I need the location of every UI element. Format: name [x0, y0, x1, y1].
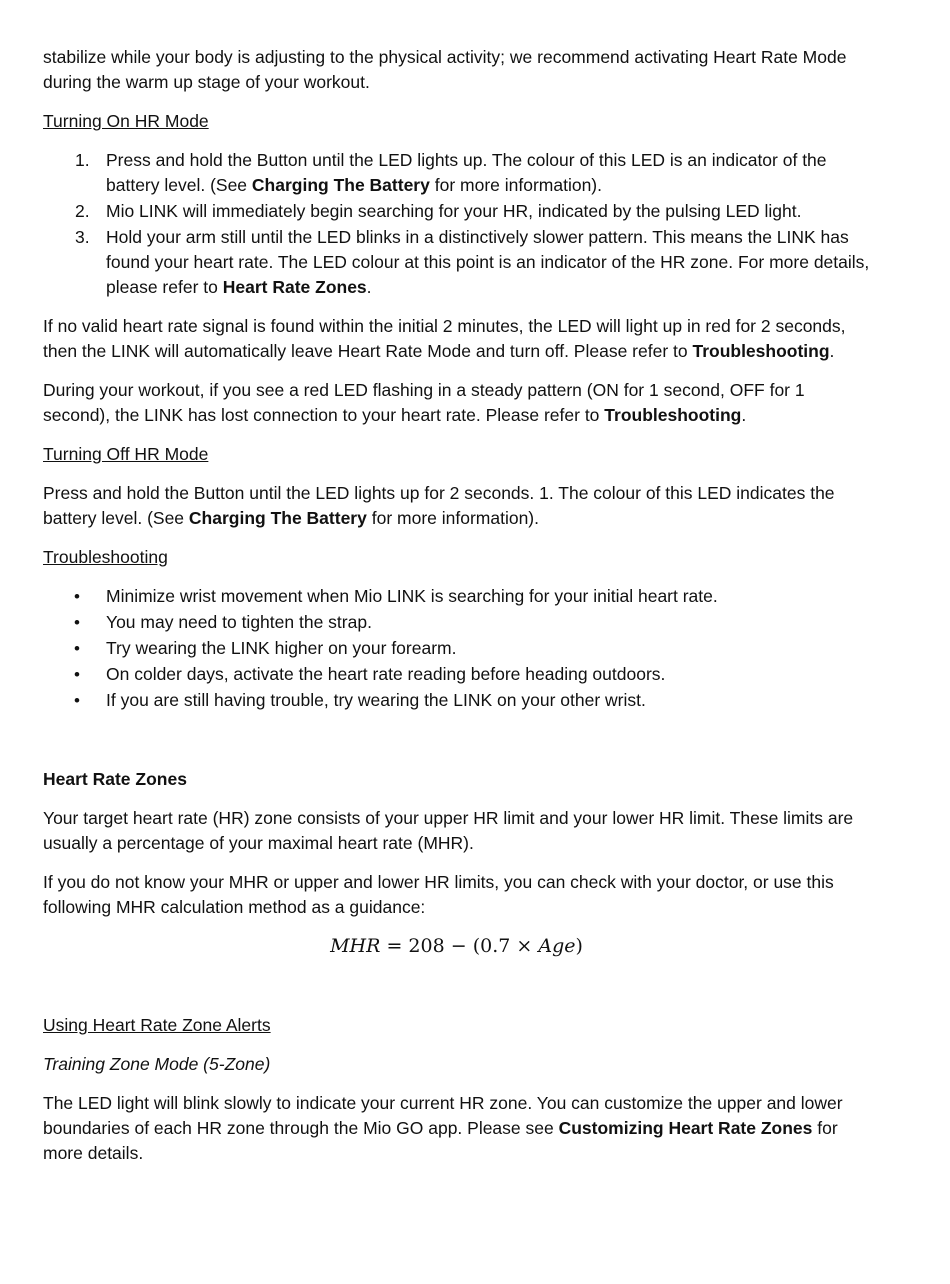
paragraph-text: Press and hold the Button until the LED lights up for 2 seconds. 1. The colour of this LED indicates the battery level. (See	[43, 483, 835, 528]
mhr-formula	[43, 934, 870, 959]
step-text: Press and hold the Button until the LED lights up. The colour of this LED is an indicator of the battery level. (See	[106, 150, 827, 195]
list-item	[43, 610, 870, 635]
paragraph-text: The LED light will blink slowly to indicate your current HR zone. You can customize the upper and lower boundaries of each HR zone through the Mio GO app. Please see	[43, 1093, 843, 1138]
step-text: Hold your arm still until the LED blinks in a distinctively slower pattern. This means the LINK has found your heart rate. The LED colour at this point is an indicator of the HR zone. For more details, please refer to	[106, 227, 870, 297]
no-signal-paragraph	[43, 314, 870, 364]
list-item-text: Minimize wrist movement when Mio LINK is searching for your initial heart rate.	[106, 586, 718, 606]
turning-on-steps	[43, 148, 870, 300]
heart-rate-zones-heading: Heart Rate Zones	[43, 769, 187, 789]
bold-reference: Customizing Heart Rate Zones	[558, 1118, 813, 1138]
bold-reference: Troubleshooting	[692, 341, 830, 361]
paragraph-text-end: .	[829, 341, 835, 361]
bullet-icon: •	[74, 587, 80, 606]
troubleshooting-heading: Troubleshooting	[43, 547, 168, 567]
list-item-text: Try wearing the LINK higher on your forearm.	[106, 638, 457, 658]
intro-paragraph: stabilize while your body is adjusting to the physical activity; we recommend activating Heart Rate Mode during the warm up stage of your workout.	[43, 47, 847, 92]
list-item	[43, 199, 870, 224]
list-item	[43, 662, 870, 687]
mhr-paragraph: If you do not know your MHR or upper and lower HR limits, you can check with your doctor, or use this following MHR calculation method as a guidance:	[43, 872, 834, 917]
step-link-text: Charging The Battery	[251, 175, 430, 195]
list-item	[43, 636, 870, 661]
paragraph-text-end: for more details.	[43, 1118, 838, 1163]
step-text: Mio LINK will immediately begin searching for your HR, indicated by the pulsing LED light.	[106, 201, 802, 221]
step-number: 1.	[75, 150, 90, 170]
bullet-icon: •	[74, 613, 80, 632]
list-item	[43, 688, 870, 713]
step-number: 2.	[75, 201, 90, 221]
paragraph-text: If no valid heart rate signal is found within the initial 2 minutes, the LED will light up in red for 2 seconds, then the LINK will automatically leave Heart Rate Mode and turn off. Please refer to	[43, 316, 846, 361]
section-spacer	[43, 727, 870, 767]
zone-alerts-paragraph	[43, 1091, 870, 1166]
list-item-text: If you are still having trouble, try wearing the LINK on your other wrist.	[106, 690, 646, 710]
bold-reference: Charging The Battery	[188, 508, 367, 528]
list-item	[43, 148, 870, 198]
formula-expression: = 208 − (0.7 ×	[380, 935, 539, 957]
list-item-text: On colder days, activate the heart rate reading before heading outdoors.	[106, 664, 666, 684]
bold-reference: Troubleshooting	[604, 405, 742, 425]
bullet-icon: •	[74, 639, 80, 658]
step-text-end: for more information).	[429, 175, 602, 195]
step-number: 3.	[75, 227, 90, 247]
bullet-icon: •	[74, 665, 80, 684]
troubleshooting-list	[43, 584, 870, 713]
list-item	[43, 225, 870, 300]
step-text-end: .	[366, 277, 372, 297]
hr-zone-paragraph: Your target heart rate (HR) zone consists of your upper HR limit and your lower HR limit. These limits are usually a percentage of your maximal heart rate (MHR).	[43, 808, 854, 853]
formula-close: )	[575, 935, 583, 957]
lost-connection-paragraph	[43, 378, 870, 428]
paragraph-text: During your workout, if you see a red LED flashing in a steady pattern (ON for 1 second, OFF for 1 second), the LINK has lost connection to your heart rate. Please refer to	[43, 380, 805, 425]
step-link-text: Heart Rate Zones	[222, 277, 367, 297]
zone-alerts-heading: Using Heart Rate Zone Alerts	[43, 1015, 271, 1035]
formula-variable: Age	[538, 935, 576, 957]
turning-off-paragraph	[43, 481, 870, 531]
turning-on-heading: Turning On HR Mode	[43, 111, 209, 131]
zone-alerts-subheading: Training Zone Mode (5-Zone)	[43, 1054, 271, 1074]
formula-lhs: MHR	[330, 935, 381, 957]
turning-off-heading: Turning Off HR Mode	[43, 444, 209, 464]
bullet-icon: •	[74, 691, 80, 710]
paragraph-text-end: for more information).	[366, 508, 539, 528]
list-item-text: You may need to tighten the strap.	[106, 612, 372, 632]
paragraph-text-end: .	[741, 405, 747, 425]
list-item	[43, 584, 870, 609]
